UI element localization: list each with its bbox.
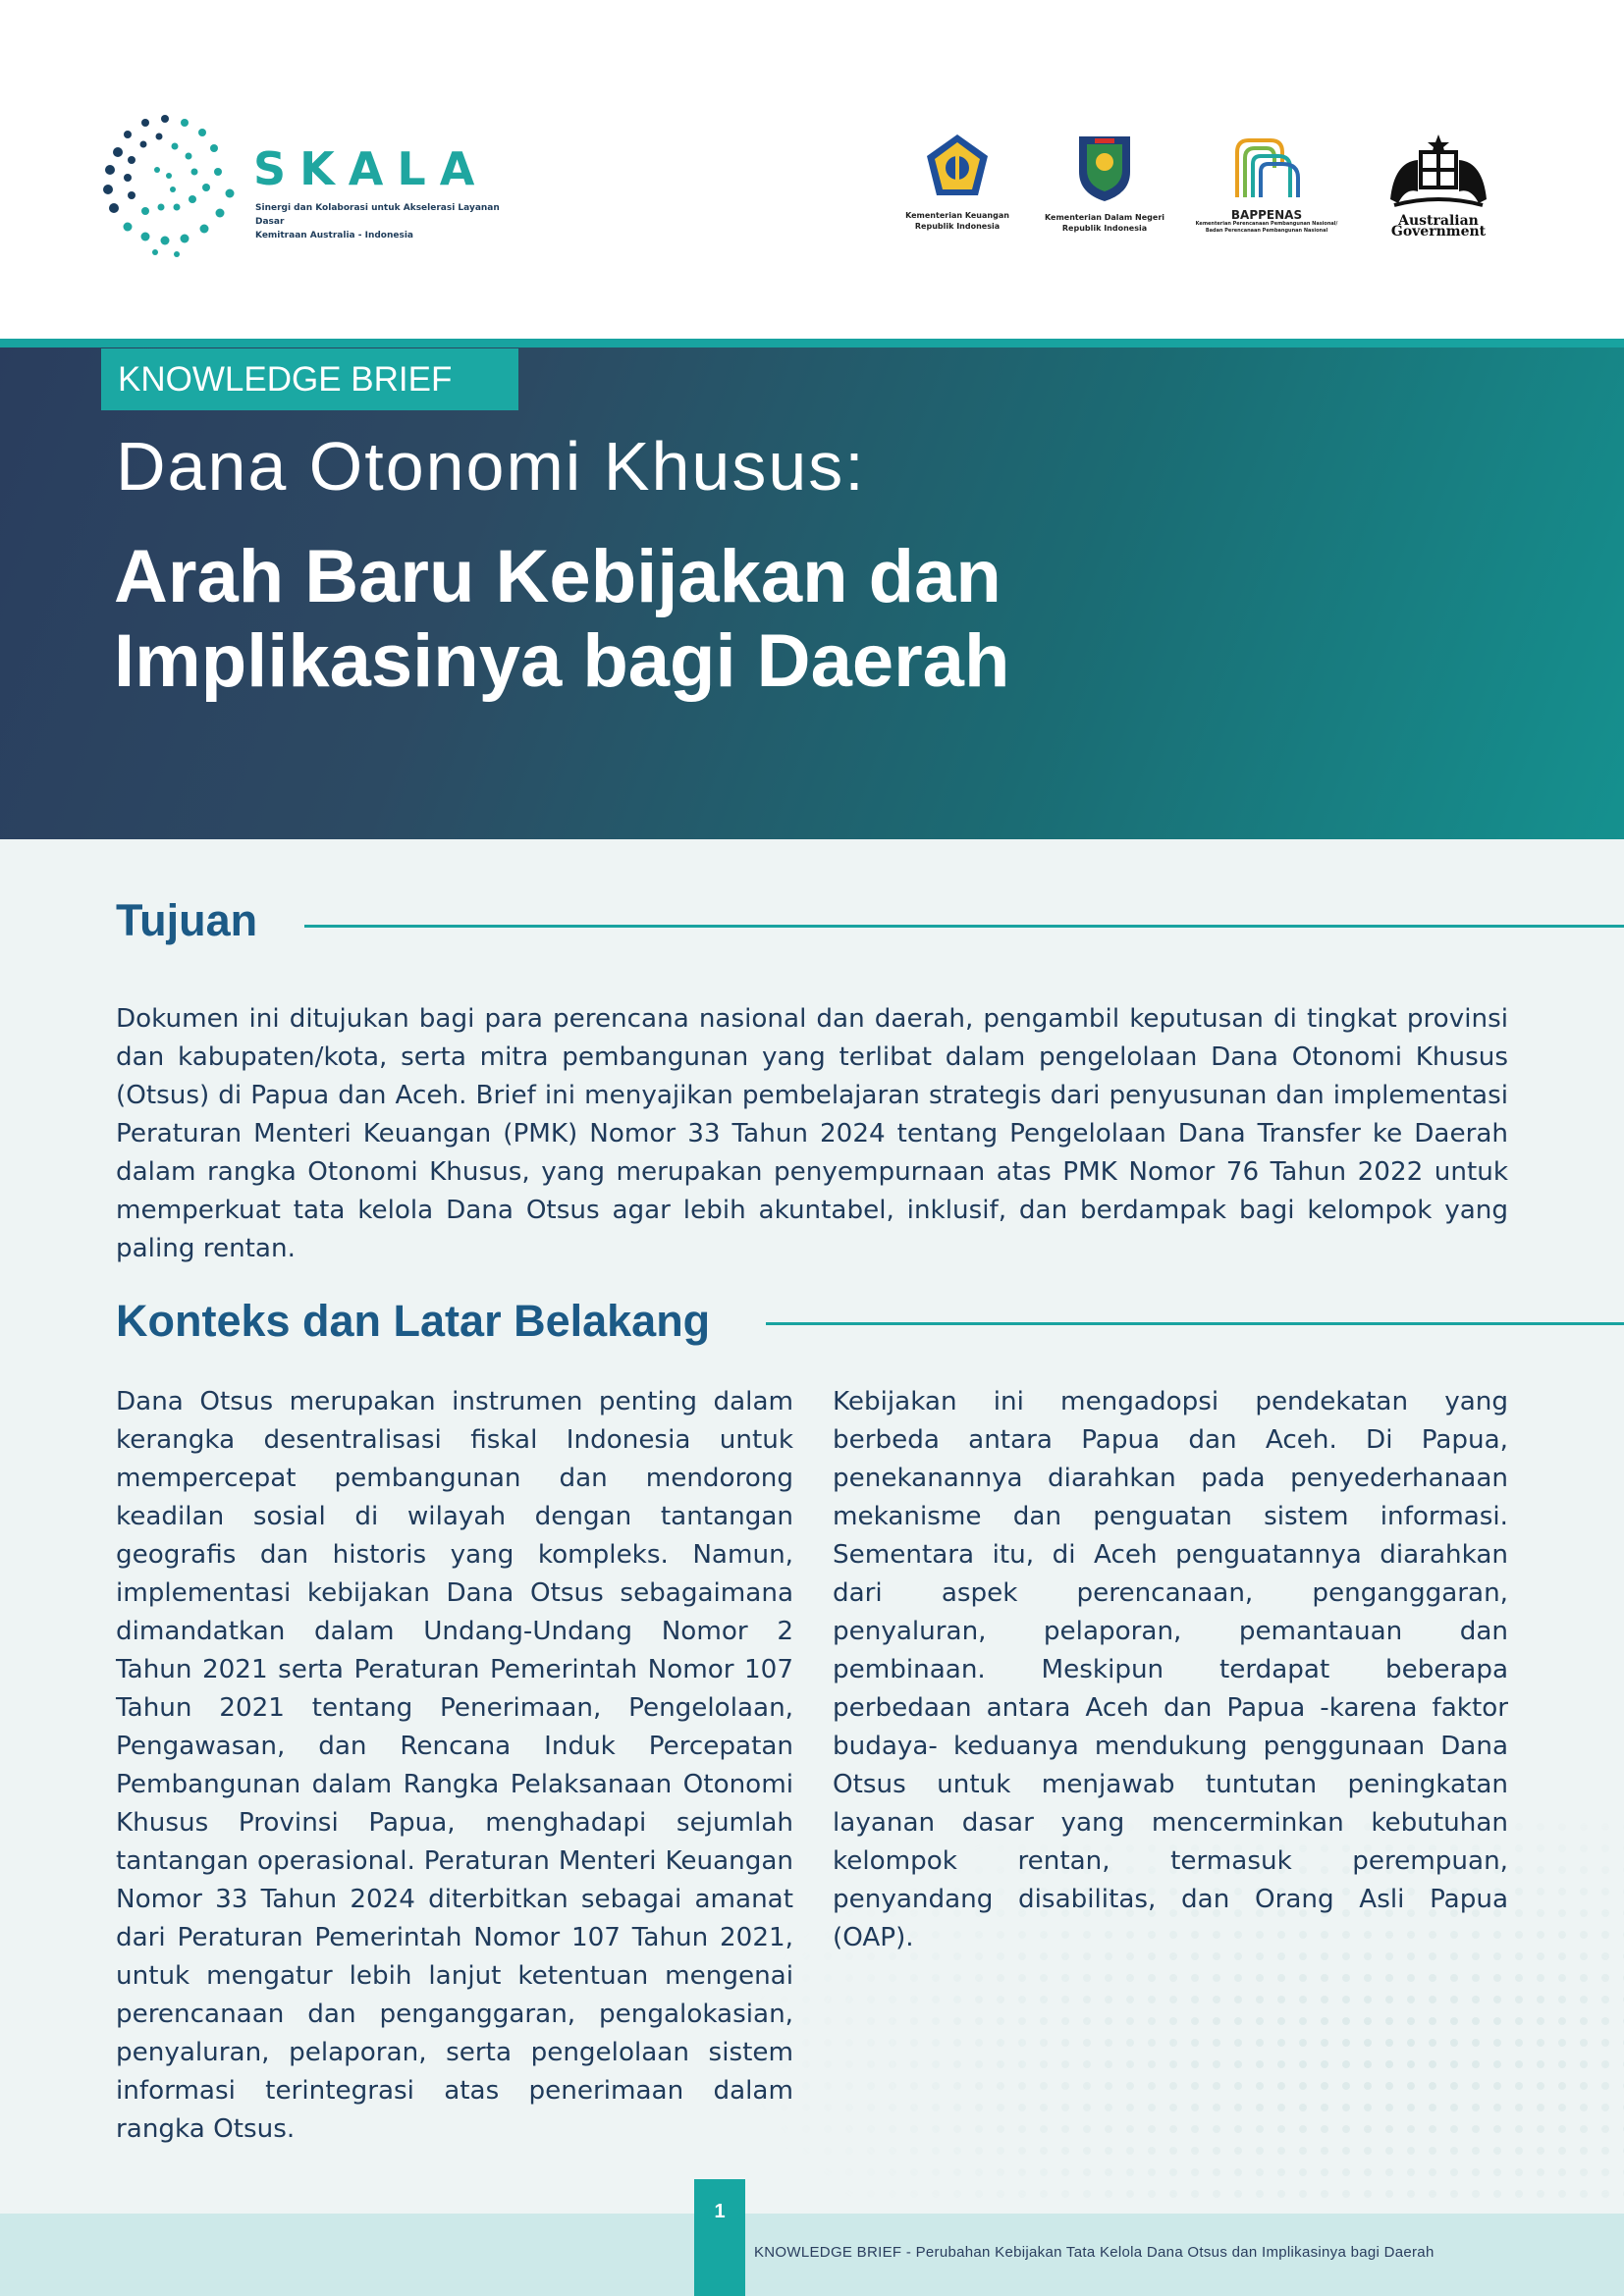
- partner-kemenkeu: Kementerian Keuangan Republik Indonesia: [889, 133, 1026, 232]
- knowledge-brief-tag: KNOWLEDGE BRIEF: [101, 348, 518, 410]
- konteks-column-1: Dana Otsus merupakan instrumen penting dalam kerangka desentralisasi fiskal Indonesia untuk mempercepat pembangunan dan mendorong keadilan sosial di wilayah dengan tantangan geografis dan historis yang kompleks. Namun, implementasi kebijakan Dana Otsus sebagaimana dimandatkan dalam Undang-Undang Nomor 2 Tahun 2021 serta Peraturan Pemerintah Nomor 107 Tahun 2021 tentang Penerimaan, Pengelolaan, Pengawasan, dan Rencana Induk Percepatan Pembangunan dalam Rangka Pelaksanaan Otonomi Khusus Provinsi Papua, menghadapi sejumlah tantangan operasional. Peraturan Menteri Keuangan Nomor 33 Tahun 2024 diterbitkan sebagai amanat dari Peraturan Pemerintah Nomor 107 Tahun 2021, untuk mengatur lebih lanjut ketentuan mengenai perencanaan dan penganggaran, pengalokasian, penyaluran, pelaporan, serta pengelolaan sistem informasi terintegrasi atas penerimaan dalam rangka Otsus.: [116, 1387, 793, 2144]
- konteks-divider: [766, 1322, 1624, 1325]
- kemendagri-emblem-icon: [1075, 133, 1134, 203]
- skala-dots-icon: [98, 113, 245, 260]
- banner-accent-line: [0, 339, 1624, 347]
- title-line-2: Arah Baru Kebijakan dan: [114, 535, 1001, 618]
- tujuan-divider: [304, 925, 1624, 928]
- title-line-1: Dana Otonomi Khusus:: [116, 428, 866, 505]
- footer-text: KNOWLEDGE BRIEF - Perubahan Kebijakan Tata Kelola Dana Otsus dan Implikasinya bagi Daerah: [754, 2244, 1435, 2261]
- australia-coat-of-arms-icon: [1384, 133, 1492, 211]
- kemenkeu-emblem-icon: [923, 133, 992, 201]
- title-main: [114, 535, 1292, 704]
- skala-logo: [98, 113, 511, 260]
- partner-bappenas: BAPPENAS Kementerian Perencanaan Pembangunan Nasional/ Badan Perencanaan Pembangunan Nasional: [1178, 133, 1355, 235]
- tujuan-paragraph: Dokumen ini ditujukan bagi para perencana nasional dan daerah, pengambil keputusan di tingkat provinsi dan kabupaten/kota, serta mitra pembangunan yang terlibat dalam pengelolaan Dana Otonomi Khusus (Otsus) di Papua dan Aceh. Brief ini menyajikan pembelajaran strategis dari penyusunan dan implementasi Peraturan Menteri Keuangan (PMK) Nomor 33 Tahun 2024 tentang Pengelolaan Dana Transfer ke Daerah dalam rangka Otonomi Khusus, yang merupakan penyempurnaan atas PMK Nomor 76 Tahun 2022 untuk memperkuat tata kelola Dana Otsus agar lebih akuntabel, inklusif, dan berdampak bagi kelompok yang paling rentan.: [116, 1004, 1508, 1263]
- konteks-heading: Konteks dan Latar Belakang: [116, 1296, 711, 1346]
- bappenas-logo-icon: [1227, 133, 1306, 201]
- konteks-column-2: Kebijakan ini mengadopsi pendekatan yang berbeda antara Papua dan Aceh. Di Papua, penekanannya diarahkan pada penyederhanaan mekanisme dan penguatan sistem informasi. Sementara itu, di Aceh penguatannya diarahkan dari aspek perencanaan, penganggaran, penyaluran, pelaporan, pemantauan dan pembinaan. Meskipun terdapat beberapa perbedaan antara Aceh dan Papua -karena faktor budaya- keduanya mendukung penggunaan Dana Otsus untuk menjawab tuntutan peningkatan layanan dasar yang mencerminkan kebutuhan kelompok rentan, termasuk perempuan, penyandang disabilitas, dan Orang Asli Papua (OAP).: [833, 1387, 1508, 1952]
- skala-tagline: Sinergi dan Kolaborasi untuk Akselerasi Layanan Dasar Kemitraan Australia - Indonesia: [255, 203, 500, 240]
- title-line-3: Implikasinya bagi Daerah: [114, 619, 1010, 703]
- partner-kemendagri: Kementerian Dalam Negeri Republik Indonesia: [1031, 133, 1178, 234]
- tujuan-heading: Tujuan: [116, 895, 258, 945]
- skala-wordmark: SKALA: [253, 142, 489, 195]
- page-number: 1: [694, 2179, 745, 2296]
- partner-australian-government: Australian Government: [1355, 133, 1522, 238]
